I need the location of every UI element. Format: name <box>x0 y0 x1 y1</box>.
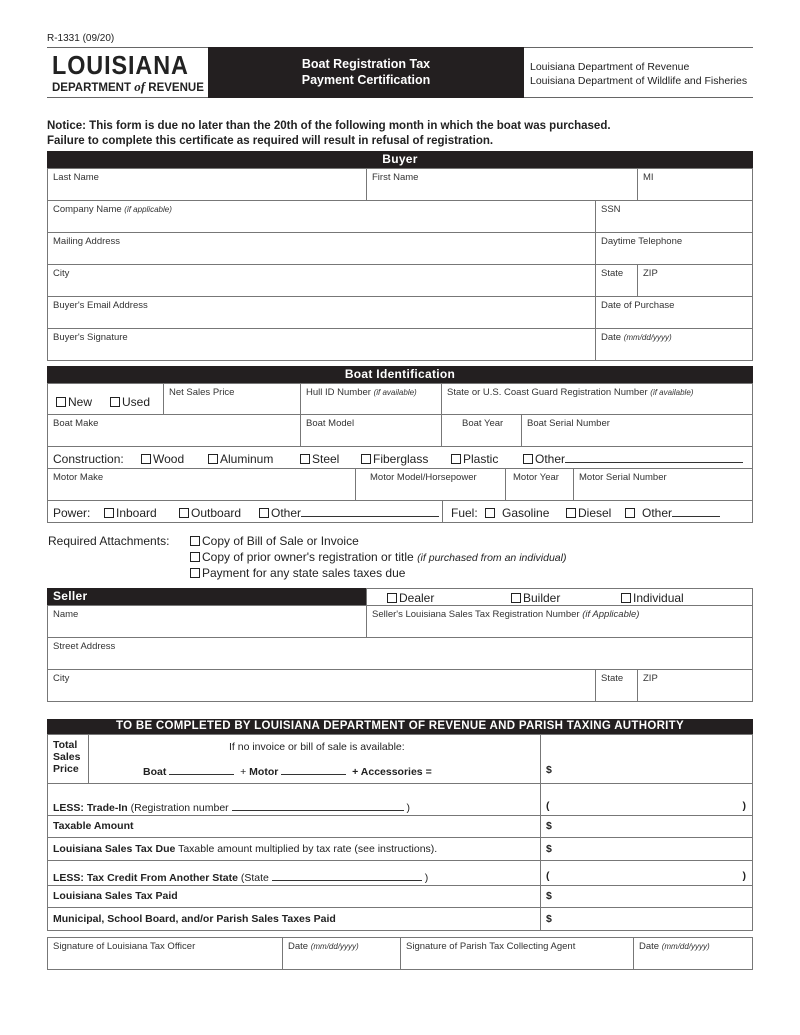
seller-tax-reg-note: (if Applicable) <box>582 609 640 620</box>
boat-motor-make: Motor Make <box>53 472 104 483</box>
officer-date-field[interactable] <box>282 937 401 970</box>
used-checkbox[interactable] <box>110 395 150 409</box>
attachments-a2: Copy of prior owner's registration or title <box>202 550 414 564</box>
tax-due-row <box>47 837 541 861</box>
boat-f-diesel: Diesel <box>578 506 612 520</box>
agent-date-field[interactable] <box>633 937 753 970</box>
dept-date-note: (mm/dd/yyyy) <box>310 942 359 951</box>
plastic-checkbox[interactable] <box>451 452 498 466</box>
tax-credit-row <box>47 860 541 886</box>
checkbox-icon[interactable] <box>179 508 189 518</box>
boat-fuel: Fuel: <box>451 506 478 520</box>
checkbox-icon[interactable] <box>625 508 635 518</box>
dept-total-1: Total <box>53 739 78 751</box>
ssn-field[interactable] <box>595 200 753 233</box>
buyer-phone: Daytime Telephone <box>601 236 683 247</box>
checkbox-icon[interactable] <box>259 508 269 518</box>
boat-year-field[interactable] <box>441 414 522 447</box>
form-text <box>639 941 710 952</box>
form-text <box>53 843 437 855</box>
checkbox-icon[interactable] <box>190 536 200 546</box>
sales-tax-payment-checkbox[interactable] <box>190 566 405 580</box>
taxable-amount-row <box>47 815 541 838</box>
tax-paid-row <box>47 885 541 908</box>
dept-close: ) <box>406 802 410 814</box>
construction-other-checkbox[interactable] <box>523 452 743 466</box>
checkbox-icon[interactable] <box>621 593 631 603</box>
new-used-cell <box>47 383 164 415</box>
boat-p-outboard: Outboard <box>191 506 242 520</box>
checkbox-icon[interactable] <box>485 508 495 518</box>
buyer-last-name: Last Name <box>53 172 99 183</box>
total-sales-price-label <box>47 734 89 784</box>
wood-checkbox[interactable] <box>141 452 184 466</box>
motor-year-field[interactable] <box>505 468 574 501</box>
boat-p-other: Other <box>271 506 302 520</box>
tax-officer-signature-field[interactable] <box>47 937 283 970</box>
form-text <box>53 739 80 775</box>
header-logo-sub-2: REVENUE <box>148 82 204 94</box>
buyer-signature: Buyer's Signature <box>53 332 128 343</box>
tax-paid-field[interactable] <box>540 885 753 908</box>
dept-sig-agent: Signature of Parish Tax Collecting Agent <box>406 941 576 952</box>
buyer-date-note: (mm/dd/yyyy) <box>623 333 672 342</box>
dept-total-2: Sales <box>53 751 81 763</box>
boat-model: Boat Model <box>306 418 355 429</box>
boat-c-plastic: Plastic <box>463 452 499 466</box>
form-text <box>601 332 672 343</box>
boat-reg: State or U.S. Coast Guard Registration Number <box>447 387 648 398</box>
buyer-company-note: (if applicable) <box>124 205 172 214</box>
boat-construction: Construction: <box>53 452 124 466</box>
boat-c-aluminum: Aluminum <box>220 452 274 466</box>
form-text <box>672 506 720 517</box>
dept-motor: Motor <box>249 766 279 778</box>
dept-close: ) <box>424 872 429 884</box>
parish-agent-signature-field[interactable] <box>400 937 634 970</box>
dept-date-note: (mm/dd/yyyy) <box>661 942 710 951</box>
logo-sub <box>52 79 204 95</box>
fuel-row <box>442 500 753 523</box>
dept-tradein-b: LESS: Trade-In <box>53 802 128 814</box>
checkbox-icon[interactable] <box>300 454 310 464</box>
diesel-checkbox[interactable] <box>566 506 611 520</box>
boat-serial: Boat Serial Number <box>527 418 610 429</box>
buyer-date: Date <box>601 332 622 343</box>
seller-zip: ZIP <box>643 673 658 684</box>
buyer-ssn: SSN <box>601 204 621 215</box>
boat-c-other: Other <box>535 452 566 466</box>
boat-make-field[interactable] <box>47 414 301 447</box>
city-field[interactable] <box>47 264 596 297</box>
boat-make: Boat Make <box>53 418 99 429</box>
attachments-a3: Payment for any state sales taxes due <box>202 566 406 580</box>
purchase-date-field[interactable] <box>595 296 753 329</box>
dept-muni: Municipal, School Board, and/or Parish Sales Taxes Paid <box>53 913 336 925</box>
dept-open: ( <box>546 870 550 882</box>
boat-c-steel: Steel <box>312 452 340 466</box>
inboard-checkbox[interactable] <box>104 506 157 520</box>
header-agency-1: Louisiana Department of Revenue <box>530 61 690 73</box>
buyer-section-header: Buyer <box>47 151 753 168</box>
checkbox-icon[interactable] <box>190 568 200 578</box>
notice-line1: Notice: This form is due no later than the 20th of the following month in which the boat was purchased. <box>47 120 611 132</box>
attachments-a1: Copy of Bill of Sale or Invoice <box>202 534 359 548</box>
boat-hull-note: (if available) <box>373 388 417 397</box>
seller-state: State <box>601 673 624 684</box>
checkbox-icon[interactable] <box>523 454 533 464</box>
first-name-field[interactable] <box>366 168 638 201</box>
dept-dollar: $ <box>546 764 552 776</box>
buyer-first-name: First Name <box>372 172 419 183</box>
dept-close: ) <box>742 870 746 882</box>
boat-new: New <box>68 395 93 409</box>
checkbox-icon[interactable] <box>56 397 66 407</box>
form-text <box>143 764 432 778</box>
dept-date: Date <box>288 941 309 952</box>
form-title <box>208 47 524 98</box>
power-other-checkbox[interactable] <box>259 506 439 520</box>
dept-dollar: $ <box>546 890 552 902</box>
seller-section-header: Seller <box>47 588 367 605</box>
boat-c-fiberglass: Fiberglass <box>373 452 429 466</box>
boat-model-field[interactable] <box>300 414 442 447</box>
buyer-email: Buyer's Email Address <box>53 300 148 311</box>
form-text <box>53 800 410 814</box>
seller-street: Street Address <box>53 641 116 652</box>
steel-checkbox[interactable] <box>300 452 339 466</box>
form-text <box>306 387 417 398</box>
logo-main: LOUISIANA <box>52 50 189 80</box>
last-name-field[interactable] <box>47 168 367 201</box>
dept-accessories: + Accessories = <box>352 766 432 778</box>
boat-section-header: Boat Identification <box>47 366 753 383</box>
boat-f-gas: Gasoline <box>502 506 550 520</box>
seller-city: City <box>53 673 70 684</box>
buyer-zip: ZIP <box>643 268 658 279</box>
boat-price-line[interactable] <box>169 764 234 775</box>
dept-tax-due-b: Louisiana Sales Tax Due <box>53 843 176 855</box>
boat-f-other: Other <box>642 506 673 520</box>
buyer-state: State <box>601 268 624 279</box>
seller-builder: Builder <box>523 591 561 605</box>
boat-serial-field[interactable] <box>521 414 753 447</box>
dept-sig-officer: Signature of Louisiana Tax Officer <box>53 941 196 952</box>
seller-zip-field[interactable] <box>637 669 753 702</box>
notice <box>47 119 611 149</box>
net-sales-price-field[interactable] <box>163 383 301 415</box>
boat-motor-model: Motor Model/Horsepower <box>370 472 477 483</box>
seller-state-field[interactable] <box>595 669 638 702</box>
boat-used: Used <box>122 395 151 409</box>
power-row <box>47 500 443 523</box>
taxable-amount-field[interactable] <box>540 815 753 838</box>
boat-hull: Hull ID Number <box>306 387 371 398</box>
trade-in-row <box>47 783 541 816</box>
mi-field[interactable] <box>637 168 753 201</box>
motor-serial-field[interactable] <box>573 468 753 501</box>
motor-price-line[interactable] <box>281 764 346 775</box>
credit-state-line[interactable] <box>272 870 422 881</box>
form-text <box>372 609 639 620</box>
boat-motor-serial: Motor Serial Number <box>579 472 667 483</box>
seller-dealer: Dealer <box>399 591 435 605</box>
checkbox-icon[interactable] <box>387 593 397 603</box>
checkbox-icon[interactable] <box>511 593 521 603</box>
boat-power: Power: <box>53 506 91 520</box>
dept-tax-paid: Louisiana Sales Tax Paid <box>53 890 178 902</box>
form-text <box>53 204 172 215</box>
seller-individual: Individual <box>633 591 684 605</box>
buyer-company: Company Name <box>53 204 122 215</box>
buyer-date-field[interactable] <box>595 328 753 361</box>
dept-no-invoice: If no invoice or bill of sale is available: <box>229 741 405 753</box>
gasoline-checkbox[interactable] <box>485 506 549 520</box>
dept-dollar: $ <box>546 843 552 855</box>
mailing-address-field[interactable] <box>47 232 596 265</box>
seller-name-field[interactable] <box>47 605 367 638</box>
boat-motor-year: Motor Year <box>513 472 559 483</box>
company-name-field[interactable] <box>47 200 596 233</box>
notice-line2: Failure to complete this certificate as required will result in refusal of registration. <box>47 135 494 147</box>
dept-tradein: (Registration number <box>130 802 229 814</box>
dept-plus1: + <box>240 766 247 778</box>
seller-tax-reg: Seller's Louisiana Sales Tax Registration Number <box>372 609 580 620</box>
registration-number-field[interactable] <box>441 383 753 415</box>
email-field[interactable] <box>47 296 596 329</box>
seller-city-field[interactable] <box>47 669 596 702</box>
header-title-1: Boat Registration Tax <box>301 57 431 71</box>
form-text <box>447 387 693 398</box>
checkbox-icon[interactable] <box>110 397 120 407</box>
checkbox-icon[interactable] <box>190 552 200 562</box>
boat-reg-note: (if available) <box>650 388 694 397</box>
state-field[interactable] <box>595 264 638 297</box>
hull-id-field[interactable] <box>300 383 442 415</box>
dept-credit: (State <box>240 872 269 884</box>
builder-checkbox[interactable] <box>511 591 560 605</box>
dept-close: ) <box>742 800 746 812</box>
trade-in-registration-line[interactable] <box>232 800 404 811</box>
individual-checkbox[interactable] <box>621 591 684 605</box>
fiberglass-checkbox[interactable] <box>361 452 428 466</box>
checkbox-icon[interactable] <box>451 454 461 464</box>
buyer-mailing: Mailing Address <box>53 236 121 247</box>
seller-tax-reg-field[interactable] <box>366 605 753 638</box>
checkbox-icon[interactable] <box>361 454 371 464</box>
outboard-checkbox[interactable] <box>179 506 241 520</box>
tax-credit-field[interactable] <box>540 860 753 886</box>
tax-due-field[interactable] <box>540 837 753 861</box>
total-sales-breakdown <box>88 734 541 784</box>
dept-dollar: $ <box>546 913 552 925</box>
seller-name: Name <box>53 609 79 620</box>
boat-c-wood: Wood <box>153 452 185 466</box>
motor-make-field[interactable] <box>47 468 356 501</box>
boat-p-inboard: Inboard <box>116 506 157 520</box>
aluminum-checkbox[interactable] <box>208 452 273 466</box>
checkbox-icon[interactable] <box>566 508 576 518</box>
form-text <box>53 870 428 884</box>
header-logo-sub-of: of <box>134 79 146 94</box>
seller-type-row <box>366 588 753 606</box>
checkbox-icon[interactable] <box>141 454 151 464</box>
dept-date: Date <box>639 941 660 952</box>
dept-dollar: $ <box>546 820 552 832</box>
form-text <box>301 506 439 517</box>
dept-tax-due: Taxable amount multiplied by tax rate (see instructions). <box>178 843 438 855</box>
phone-field[interactable] <box>595 232 753 265</box>
local-taxes-row <box>47 907 541 931</box>
header-agency-2: Louisiana Department of Wildlife and Fisheries <box>530 75 748 87</box>
dept-credit-b: LESS: Tax Credit From Another State <box>53 872 238 884</box>
dept-boat: Boat <box>143 766 167 778</box>
construction-row <box>47 446 753 469</box>
attachments-a2-note: (if purchased from an individual) <box>417 552 567 564</box>
header-title-2: Payment Certification <box>301 73 431 87</box>
checkbox-icon[interactable] <box>104 508 114 518</box>
total-sales-price-field[interactable] <box>540 734 753 784</box>
checkbox-icon[interactable] <box>208 454 218 464</box>
dept-open: ( <box>546 800 550 812</box>
new-checkbox[interactable] <box>56 395 92 409</box>
dept-total-3: Price <box>53 763 79 775</box>
trade-in-amount-field[interactable] <box>540 783 753 816</box>
local-taxes-field[interactable] <box>540 907 753 931</box>
buyer-signature-field[interactable] <box>47 328 596 361</box>
header-logo-sub-1: DEPARTMENT <box>52 82 132 94</box>
form-text <box>288 941 359 952</box>
form-text <box>565 452 743 463</box>
zip-field[interactable] <box>637 264 753 297</box>
dealer-checkbox[interactable] <box>387 591 434 605</box>
dept-section-header: TO BE COMPLETED BY LOUISIANA DEPARTMENT OF REVENUE AND PARISH TAXING AUTHORITY <box>47 719 753 734</box>
boat-year: Boat Year <box>462 418 504 429</box>
fuel-other-checkbox[interactable] <box>625 506 720 520</box>
dept-taxable: Taxable Amount <box>53 820 134 832</box>
bill-of-sale-checkbox[interactable] <box>190 534 359 548</box>
agencies <box>530 60 747 88</box>
attachments-label: Required Attachments: <box>48 534 170 548</box>
prior-registration-checkbox[interactable] <box>190 550 566 564</box>
form-number: R-1331 (09/20) <box>47 33 115 44</box>
motor-model-field[interactable] <box>355 468 506 501</box>
buyer-mi: MI <box>643 172 654 183</box>
buyer-city: City <box>53 268 70 279</box>
buyer-date-purchase: Date of Purchase <box>601 300 675 311</box>
boat-net-price: Net Sales Price <box>169 387 235 398</box>
seller-street-field[interactable] <box>47 637 753 670</box>
